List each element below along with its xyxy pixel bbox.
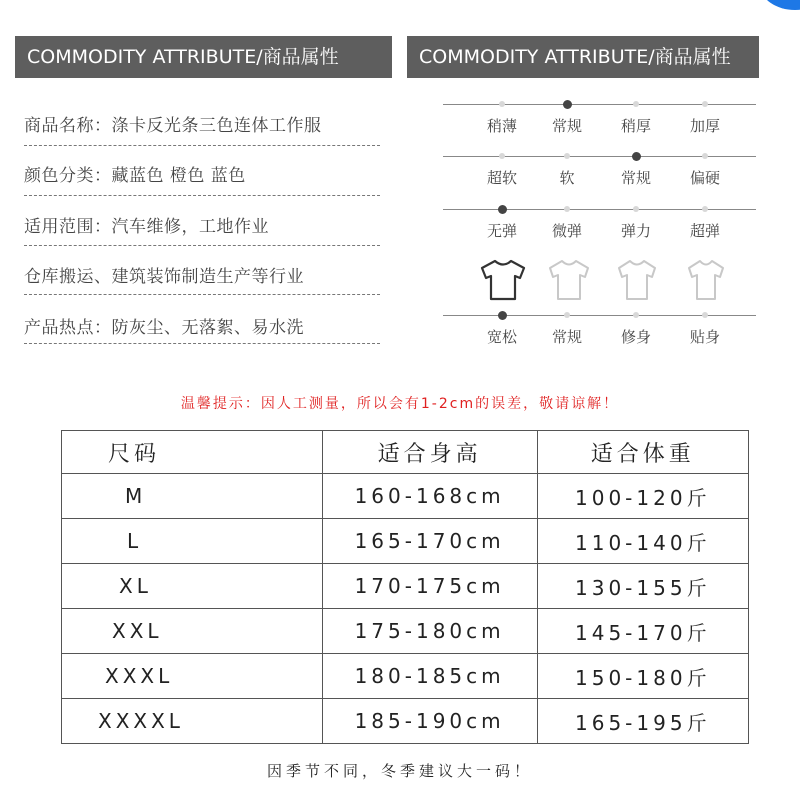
- scale-option-label: 常规: [551, 328, 582, 346]
- attribute-divider: [24, 343, 380, 344]
- attribute-name: 商品名称：涤卡反光条三色连体工作服: [24, 116, 322, 136]
- scale-marker-selected: [498, 205, 507, 214]
- attribute-industry: 仓库搬运、建筑装饰制造生产等行业: [24, 267, 304, 287]
- height-cell: 180-185cm: [322, 654, 537, 699]
- size-cell: XXXXL: [62, 699, 323, 744]
- loose-fit-shirt-icon: [478, 258, 528, 302]
- scale-marker: [564, 153, 570, 159]
- scale-option-label: 超软: [486, 169, 517, 187]
- table-row: [62, 609, 749, 654]
- weight-cell: 150-180斤: [537, 654, 748, 699]
- weight-cell: 110-140斤: [537, 519, 748, 564]
- measurement-tip: 温馨提示：因人工测量，所以会有1-2cm的误差，敬请谅解！: [180, 396, 620, 412]
- slim-fit-shirt-icon: [612, 258, 662, 302]
- scale-option-label: 稍厚: [620, 117, 651, 135]
- scale-marker: [702, 101, 708, 107]
- attribute-color: 颜色分类：藏蓝色 橙色 蓝色: [24, 166, 246, 186]
- scale-option-label: 超弹: [689, 222, 720, 240]
- scale-option-label: 常规: [551, 117, 582, 135]
- weight-cell: 165-195斤: [537, 699, 748, 744]
- scale-marker: [633, 312, 639, 318]
- regular-fit-shirt-icon: [544, 258, 594, 302]
- scale-line-fit: [443, 315, 756, 316]
- table-row: [62, 654, 749, 699]
- attribute-header-left: COMMODITY ATTRIBUTE/商品属性: [15, 36, 392, 78]
- scale-option-label: 贴身: [689, 328, 720, 346]
- weight-cell: 145-170斤: [537, 609, 748, 654]
- scale-option-label: 微弹: [551, 222, 582, 240]
- size-cell: XXXL: [62, 654, 323, 699]
- scale-marker-selected: [563, 100, 572, 109]
- table-row: [62, 519, 749, 564]
- scale-option-label: 偏硬: [689, 169, 720, 187]
- scale-option-label: 常规: [620, 169, 651, 187]
- size-cell: XL: [62, 564, 323, 609]
- scale-marker: [702, 312, 708, 318]
- attribute-header-right: COMMODITY ATTRIBUTE/商品属性: [407, 36, 759, 78]
- scale-marker: [702, 206, 708, 212]
- scale-line-thickness: [443, 104, 756, 105]
- size-header: 尺码: [62, 431, 323, 474]
- weight-header: 适合体重: [537, 431, 748, 474]
- scale-marker: [499, 101, 505, 107]
- weight-cell: 130-155斤: [537, 564, 748, 609]
- attribute-divider: [24, 245, 380, 246]
- sizing-advice: 因季节不同，冬季建议大一码！: [266, 762, 533, 780]
- height-cell: 175-180cm: [322, 609, 537, 654]
- size-cell: XXL: [62, 609, 323, 654]
- scale-marker: [564, 206, 570, 212]
- attribute-divider: [24, 294, 380, 295]
- scale-option-label: 修身: [620, 328, 651, 346]
- corner-badge: [760, 0, 800, 10]
- scale-option-label: 软: [559, 169, 575, 187]
- tight-fit-shirt-icon: [681, 258, 731, 302]
- table-row: [62, 699, 749, 744]
- height-cell: 185-190cm: [322, 699, 537, 744]
- scale-marker: [633, 206, 639, 212]
- attribute-usage: 适用范围：汽车维修，工地作业: [24, 217, 269, 237]
- scale-option-label: 稍薄: [486, 117, 517, 135]
- attribute-divider: [24, 195, 380, 196]
- height-cell: 160-168cm: [322, 474, 537, 519]
- scale-marker-selected: [498, 311, 507, 320]
- scale-option-label: 弹力: [620, 222, 651, 240]
- size-table: [61, 430, 749, 744]
- scale-marker: [702, 153, 708, 159]
- height-cell: 170-175cm: [322, 564, 537, 609]
- scale-line-softness: [443, 156, 756, 157]
- size-cell: L: [62, 519, 323, 564]
- table-row: [62, 474, 749, 519]
- height-header: 适合身高: [322, 431, 537, 474]
- scale-line-elasticity: [443, 209, 756, 210]
- height-cell: 165-170cm: [322, 519, 537, 564]
- scale-marker: [499, 153, 505, 159]
- scale-option-label: 加厚: [689, 117, 720, 135]
- attribute-divider: [24, 145, 380, 146]
- scale-marker: [633, 101, 639, 107]
- size-cell: M: [62, 474, 323, 519]
- scale-marker-selected: [632, 152, 641, 161]
- scale-option-label: 无弹: [486, 222, 517, 240]
- table-row: [62, 564, 749, 609]
- scale-marker: [564, 312, 570, 318]
- scale-option-label: 宽松: [486, 328, 517, 346]
- attribute-features: 产品热点：防灰尘、无落絮、易水洗: [24, 318, 304, 338]
- weight-cell: 100-120斤: [537, 474, 748, 519]
- size-table-header: [62, 431, 749, 474]
